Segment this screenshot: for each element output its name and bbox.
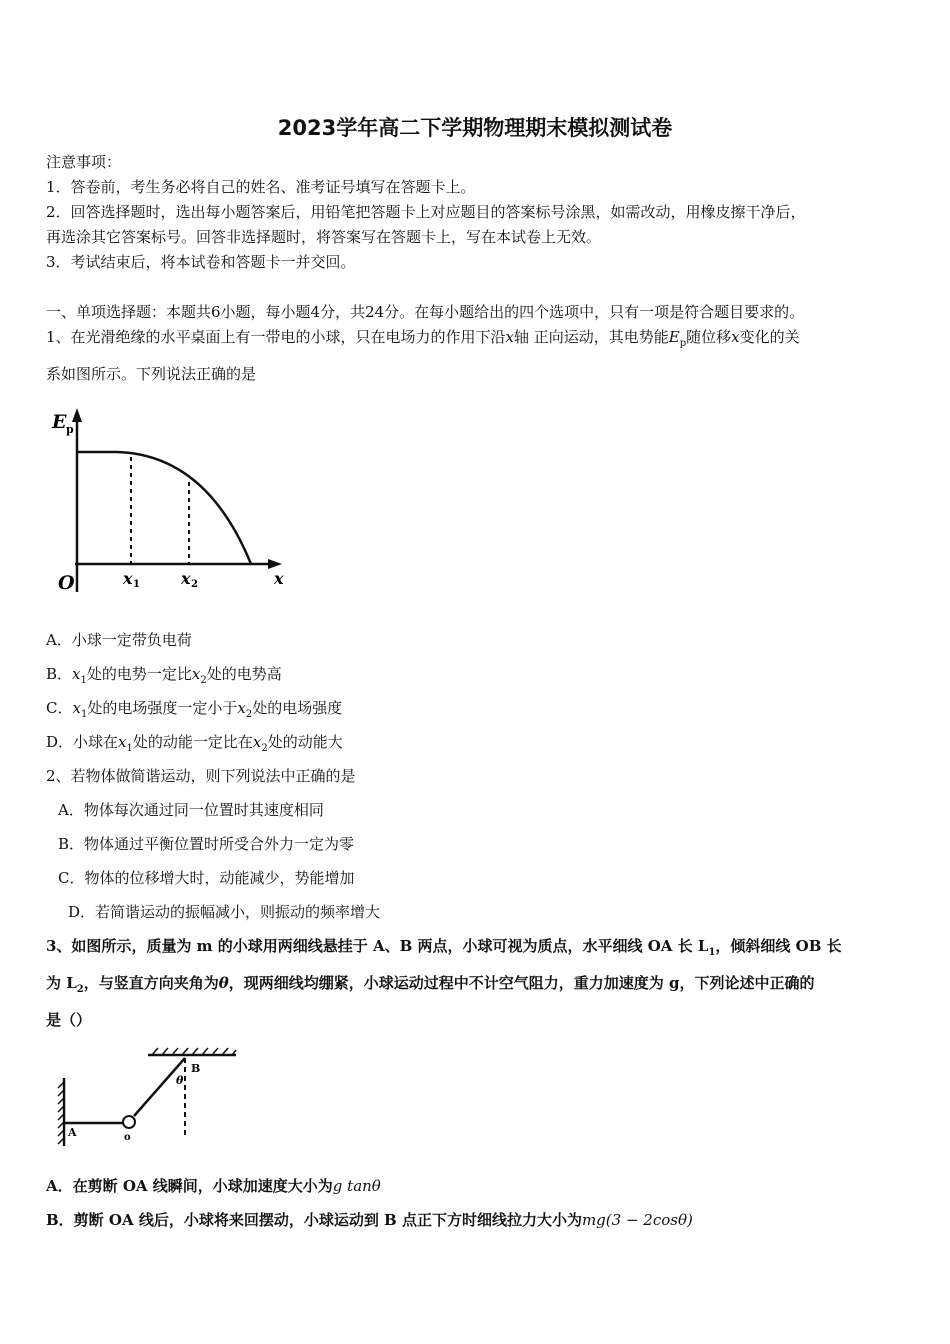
graph-origin: O — [58, 572, 75, 594]
x-axis-arrow — [268, 559, 282, 569]
optD-x1: x — [118, 733, 127, 751]
optD-x1-sub: 1 — [126, 743, 133, 754]
q3-line1-sub: 1 — [708, 947, 716, 958]
optD-x2: x — [252, 733, 262, 751]
optC-x2-sub: 2 — [245, 709, 253, 720]
q3-stem-line1 — [46, 936, 842, 963]
optC-prefix: C． — [46, 699, 73, 717]
string-OB — [134, 1058, 185, 1116]
q3-optB-text: B．剪断 OA 线后，小球将来回摆动，小球运动到 B 点正下方时细线拉力大小为 — [46, 1211, 582, 1229]
notice-heading: 注意事项： — [46, 153, 122, 171]
q3-optB-formula: mg(3 − 2cosθ) — [581, 1211, 693, 1229]
q1-energy-graph — [46, 402, 306, 602]
optB-x2: x — [191, 665, 201, 683]
ball — [123, 1116, 135, 1128]
optB-mid: 处的电势一定比 — [86, 665, 192, 683]
q1-stem-b: 轴 正向运动，其电势能 — [514, 328, 669, 346]
label-O: o — [124, 1132, 131, 1143]
graph-x1-sub: 1 — [133, 579, 140, 590]
graph-x2-label: x — [181, 569, 191, 588]
q3-line1-b: ，倾斜细线 OB 长 — [715, 937, 842, 955]
optB-prefix: B． — [46, 665, 73, 683]
q1-stem-c: 随位移 — [686, 328, 732, 346]
optB-x1-sub: 1 — [80, 675, 87, 686]
q3-stem-line2 — [46, 973, 815, 1000]
q3-stem-line3: 是（） — [46, 1011, 92, 1029]
q3-optA-text: A．在剪断 OA 线瞬间，小球加速度大小为 — [46, 1177, 333, 1195]
q1-x2: x — [731, 328, 740, 346]
q1-option-c — [46, 698, 342, 725]
q1-stem-a: 1、在光滑绝缘的水平桌面上有一带电的小球，只在电场力的作用下沿 — [46, 328, 506, 346]
q3-option-b — [46, 1210, 693, 1230]
optC-end: 处的电场强度 — [252, 699, 343, 717]
q3-pendulum-diagram — [50, 1044, 242, 1152]
label-theta: θ — [176, 1074, 184, 1087]
page-title: 2023学年高二下学期物理期末模拟测试卷 — [277, 116, 673, 140]
q3-line1-a: 3、如图所示，质量为 m 的小球用两细线悬挂于 A、B 两点，小球可视为质点，水平细线 OA 长 L — [46, 937, 709, 955]
q1-x: x — [505, 328, 515, 346]
q3-theta: θ — [218, 974, 229, 992]
notice-item-2: 2．回答选择题时，选出每小题答案后，用铅笔把答题卡上对应题目的答案标号涂黑，如需改动，用橡皮擦干净后， — [46, 203, 806, 221]
q3-line2-b: ，与竖直方向夹角为 — [83, 974, 219, 992]
q3-optA-formula: g tanθ — [332, 1177, 381, 1195]
optB-x2-sub: 2 — [200, 675, 207, 686]
graph-x2-sub: 2 — [191, 579, 198, 590]
optD-end: 处的动能大 — [267, 733, 343, 751]
label-B: B — [191, 1062, 201, 1075]
energy-curve — [77, 452, 251, 564]
optC-x1: x — [72, 699, 81, 717]
notice-item-2-cont: 再选涂其它答案标号。回答非选择题时，将答案写在答题卡上，写在本试卷上无效。 — [46, 228, 602, 246]
optD-mid: 处的动能一定比在 — [132, 733, 253, 751]
y-axis-arrow — [72, 408, 82, 422]
q3-line2-sub: 2 — [76, 984, 84, 995]
q1-p: p — [679, 338, 687, 349]
optD-prefix: D．小球在 — [46, 733, 119, 751]
graph-x1-label: x — [123, 569, 133, 588]
notice-item-3: 3．考试结束后，将本试卷和答题卡一并交回。 — [46, 253, 356, 271]
graph-y-label: E — [52, 411, 67, 433]
q2-option-a: A．物体每次通过同一位置时其速度相同 — [58, 801, 324, 819]
q3-line2-c: ，现两细线均绷紧，小球运动过程中不计空气阻力，重力加速度为 g，下列论述中正确的 — [228, 974, 815, 992]
notice-item-1: 1．答卷前，考生务必将自己的姓名、准考证号填写在答题卡上。 — [46, 178, 476, 196]
q2-option-b: B．物体通过平衡位置时所受合外力一定为零 — [58, 835, 355, 853]
optC-x1-sub: 1 — [80, 709, 88, 720]
q1-stem-line2: 系如图所示。下列说法正确的是 — [46, 365, 257, 383]
q1-option-d — [46, 732, 343, 759]
q2-option-d: D．若简谐运动的振幅减小，则振动的频率增大 — [68, 903, 381, 921]
graph-y-sub: p — [66, 423, 74, 436]
q1-E: E — [668, 328, 680, 346]
q2-option-c: C．物体的位移增大时，动能减少，势能增加 — [58, 869, 355, 887]
label-A: A — [68, 1126, 77, 1139]
graph-x-label: x — [274, 569, 284, 588]
optD-x2-sub: 2 — [261, 743, 268, 754]
q2-stem: 2、若物体做简谐运动，则下列说法中正确的是 — [46, 767, 356, 785]
q1-option-a: A．小球一定带负电荷 — [46, 631, 192, 649]
optB-end: 处的电势高 — [206, 665, 282, 683]
optB-x1: x — [72, 665, 81, 683]
optC-mid: 处的电场强度一定小于 — [87, 699, 238, 717]
q1-option-b — [46, 664, 282, 691]
q3-line2-a: 为 L — [46, 974, 77, 992]
section-heading: 一、单项选择题：本题共6小题，每小题4分，共24分。在每小题给出的四个选项中，只有一项是符合题目要求的。 — [46, 303, 805, 321]
q3-option-a — [46, 1176, 381, 1196]
q1-stem-d: 变化的关 — [739, 328, 800, 346]
q1-stem — [46, 327, 800, 354]
optC-x2: x — [237, 699, 246, 717]
